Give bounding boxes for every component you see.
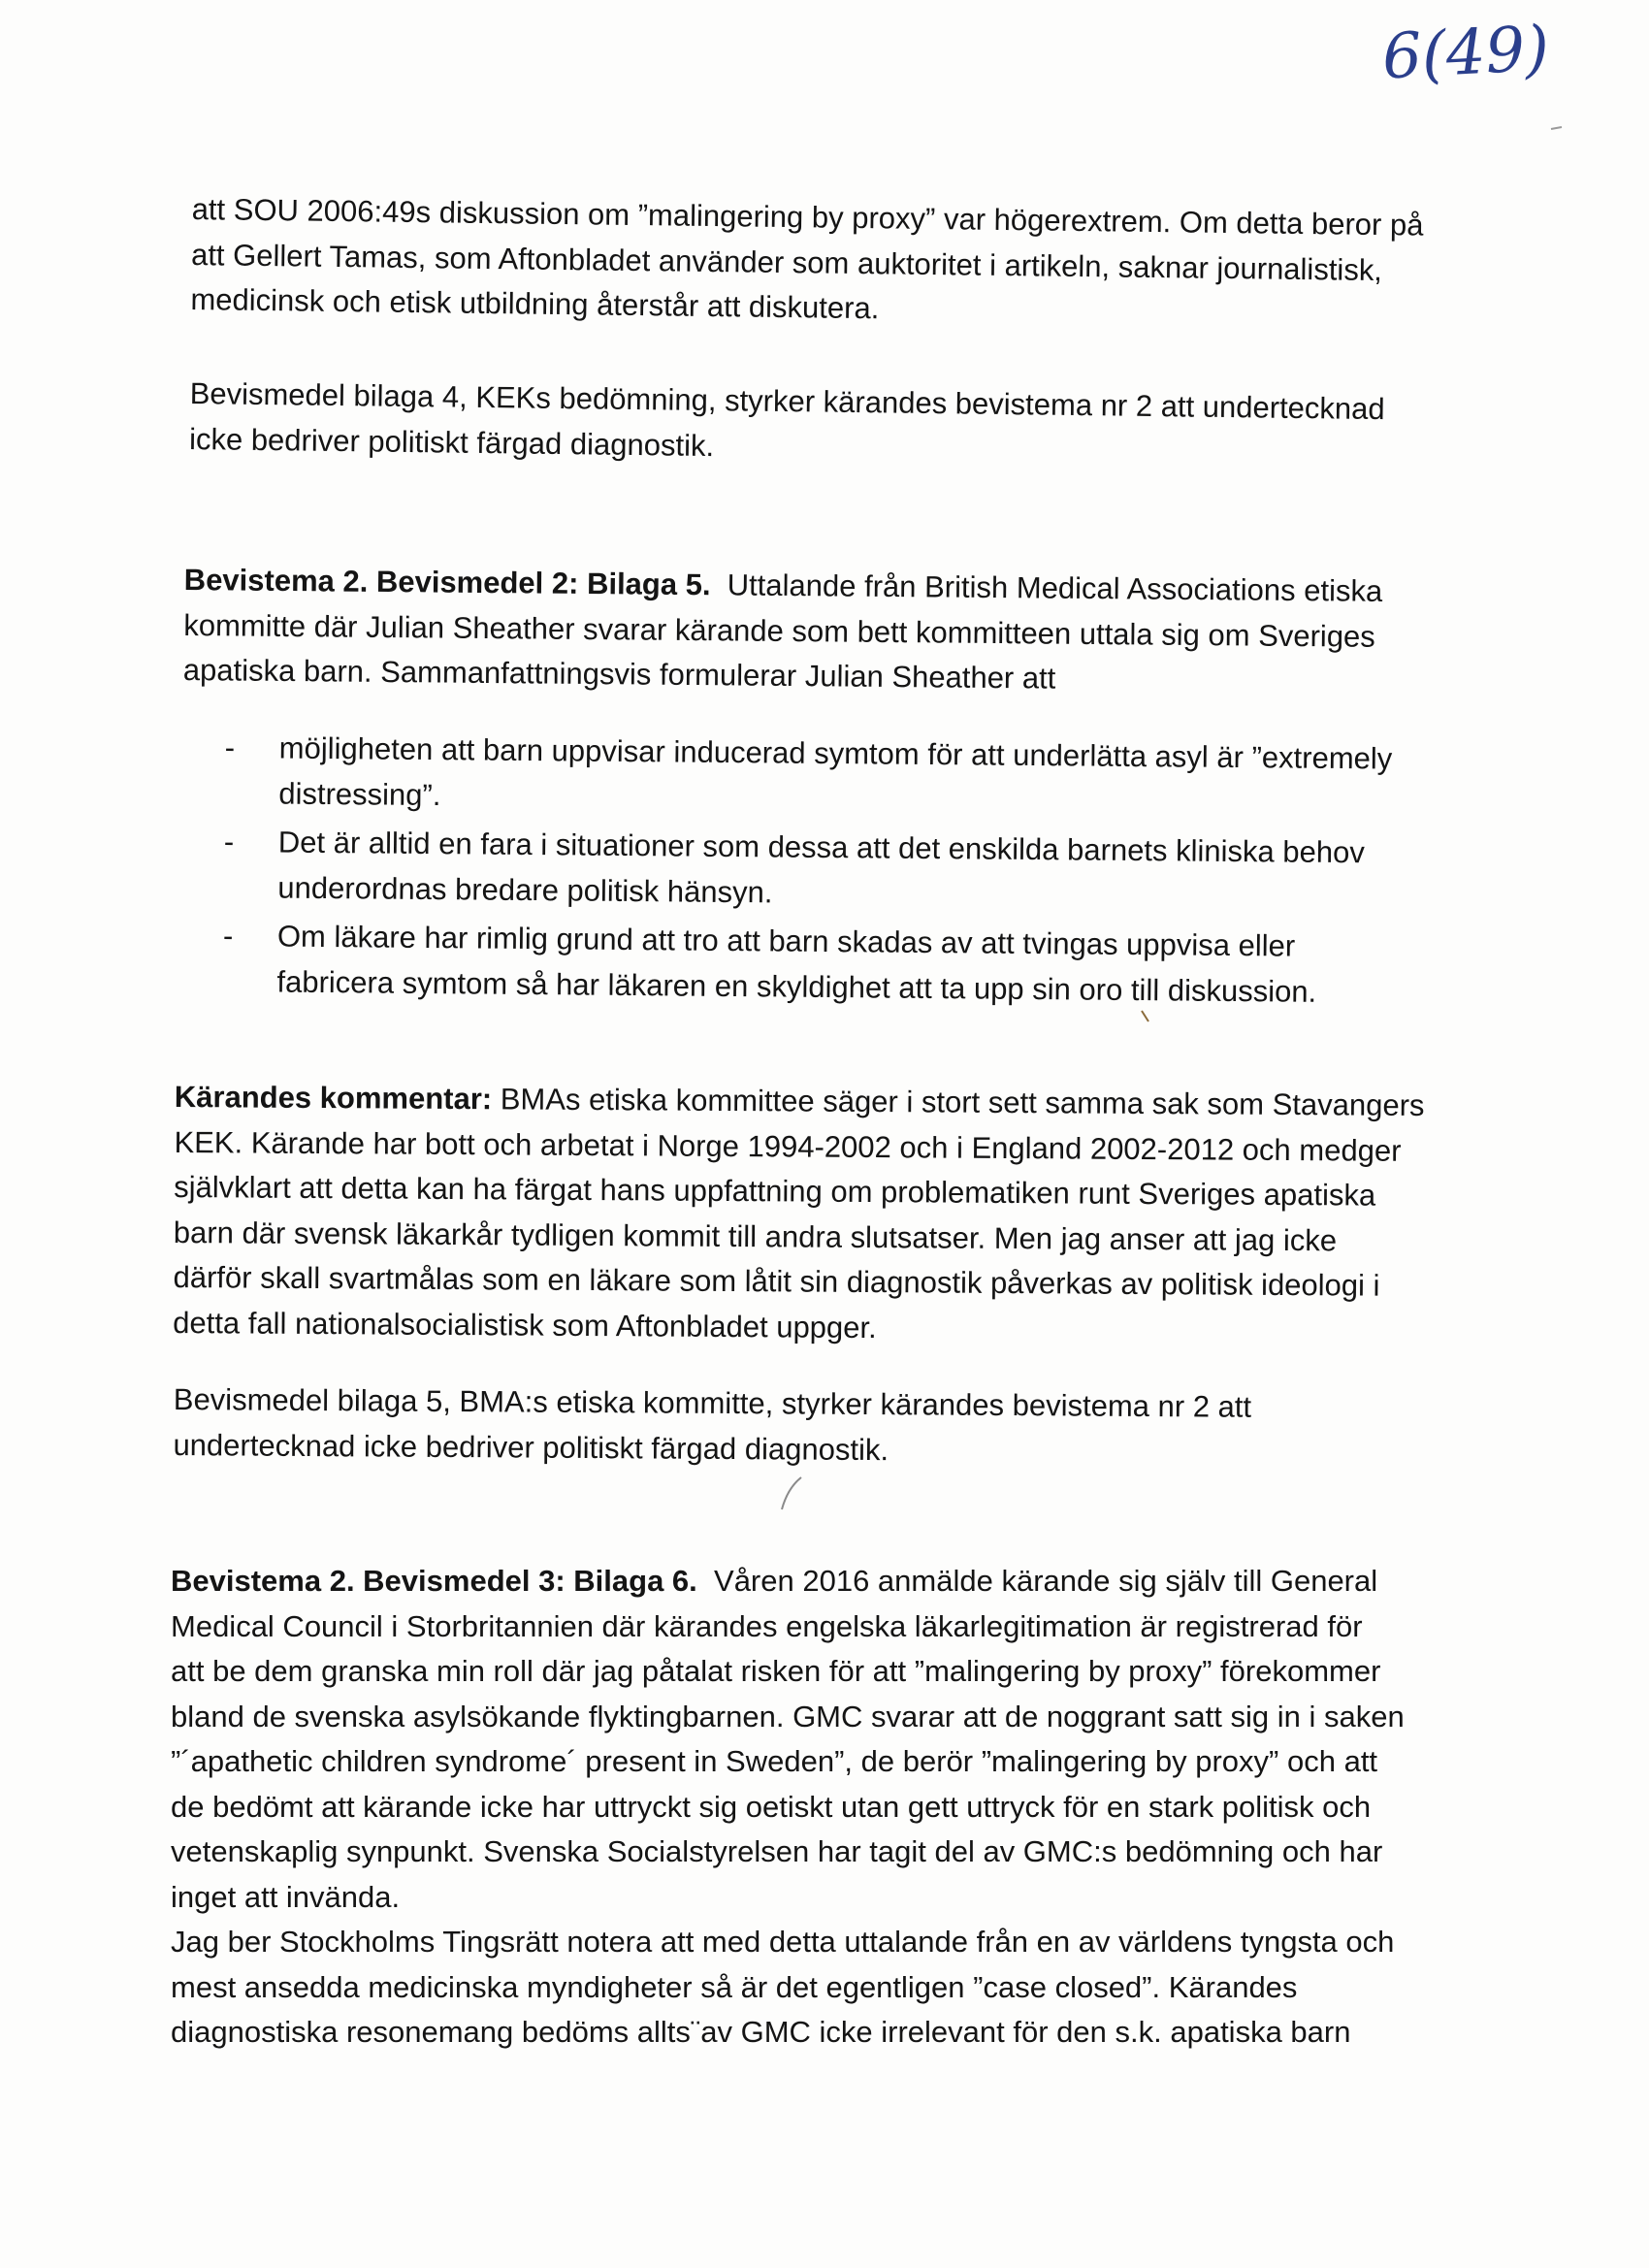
text-line: Medical Council i Storbritannien där kärandes engelska läkarlegitimation är registrerad för xyxy=(171,1608,1363,1643)
paragraph-bevismedel-5 xyxy=(173,1377,1251,1475)
text-line: bland de svenska asylsökande flyktingbarnen. GMC svarar att de noggrant satt sig in i saken xyxy=(171,1699,1405,1733)
paragraph-sou xyxy=(190,187,1424,339)
text-line: att be dem granska min roll där jag påtalat risken för att ”malingering by proxy” förekommer xyxy=(171,1654,1381,1688)
text-line: att Gellert Tamas, som Aftonbladet använder som auktoritet i artikeln, saknar journalistisk, xyxy=(190,237,1383,287)
text-line: underordnas bredare politisk hänsyn. xyxy=(277,870,773,909)
text-line: Bevismedel bilaga 5, BMA:s etiska kommitte, styrker kärandes bevistema nr 2 att xyxy=(173,1381,1252,1424)
text-line: möjligheten att barn uppvisar inducerad symtom för att underlätta asyl är ”extremely xyxy=(278,730,1393,776)
bullet-dash: - xyxy=(224,729,236,765)
text-line: diagnostiska resonemang bedöms allts¨av GMC icke irrelevant för den s.k. apatiska barn xyxy=(171,2015,1351,2049)
text-line: icke bedriver politiskt färgad diagnostik. xyxy=(188,421,715,463)
text-line: vetenskaplig synpunkt. Svenska Socialstyrelsen har tagit del av GMC:s bedömning och har xyxy=(171,1834,1383,1868)
list-item xyxy=(224,726,1392,827)
paragraph-comment xyxy=(173,1075,1425,1354)
pen-mark xyxy=(776,1474,805,1513)
text-line: Jag ber Stockholms Tingsrätt notera att med detta uttalande från en av världens tyngsta och xyxy=(171,1925,1395,1959)
list-item xyxy=(222,914,1390,1016)
text-line: ”´apathetic children syndrome´ present in Sweden”, de berör ”malingering by proxy” och att xyxy=(171,1744,1378,1778)
paragraph-bevismedel-4 xyxy=(189,372,1385,477)
text-line: de bedömt att kärande icke har uttryckt sig oetiskt utan gett uttryck för en stark politisk och xyxy=(171,1789,1372,1824)
text-line: Bevistema 2. Bevismedel 3: Bilaga 6. Våren 2016 anmälde kärande sig själv till General xyxy=(171,1564,1378,1598)
text-line: Bevismedel bilaga 4, KEKs bedömning, styrker kärandes bevistema nr 2 att undertecknad xyxy=(189,375,1385,427)
text-line: KEK. Kärande har bott och arbetat i Norge 1994-2002 och i England 2002-2012 och medger xyxy=(174,1124,1402,1168)
section-heading: Bevistema 2. Bevismedel 2: Bilaga 5. xyxy=(183,562,711,602)
speck-mark xyxy=(1550,124,1564,132)
text-line: detta fall nationalsocialistisk som Aftonbladet uppger. xyxy=(173,1305,877,1345)
list-item xyxy=(223,820,1391,922)
handwritten-page-number: 6(49) xyxy=(1380,13,1551,94)
bullet-dash: - xyxy=(222,918,234,954)
text-line: Det är alltid en fara i situationer som dessa att det enskilda barnets kliniska behov xyxy=(277,825,1366,870)
text-line: medicinsk och etisk utbildning återstår att diskutera. xyxy=(190,281,880,326)
text-line: kommitte där Julian Sheather svarar kärande som bett kommitteen uttala sig om Sveriges xyxy=(183,607,1375,654)
text-line: Bevistema 2. Bevismedel 2: Bilaga 5. Uttalande från British Medical Associations etiska xyxy=(183,562,1383,608)
section-bilaga-5 xyxy=(183,558,1383,704)
text-line: undertecknad icke bedriver politiskt färgad diagnostik. xyxy=(173,1427,889,1467)
text-line: därför skall svartmålas som en läkare som låtit sin diagnostik påverkas av politisk ideologi i xyxy=(173,1259,1380,1303)
section-bilaga-6 xyxy=(171,1559,1405,2056)
section-heading: Bevistema 2. Bevismedel 3: Bilaga 6. xyxy=(171,1564,697,1598)
text-line: mest ansedda medicinska myndigheter så är det egentligen ”case closed”. Kärandes xyxy=(171,1969,1298,2004)
text-line: inget att invända. xyxy=(171,1879,401,1914)
text-line: Om läkare har rimlig grund att tro att barn skadas av att tvingas uppvisa eller xyxy=(276,919,1296,963)
text-line: fabricera symtom så har läkaren en skyldighet att ta upp sin oro till diskussion. xyxy=(276,964,1317,1009)
comment-heading: Kärandes kommentar: xyxy=(174,1079,493,1117)
bullet-list xyxy=(222,726,1392,1020)
text-line: Kärandes kommentar: BMAs etiska kommittee säger i stort sett samma sak som Stavangers xyxy=(174,1079,1425,1122)
text-line: självklart att detta kan ha färgat hans uppfattning om problematiken runt Sveriges apatiska xyxy=(174,1169,1376,1213)
text-line: apatiska barn. Sammanfattningsvis formulerar Julian Sheather att xyxy=(182,652,1056,696)
text-line: barn där svensk läkarkår tydligen kommit till andra slutsatser. Men jag anser att jag icke xyxy=(173,1215,1338,1257)
text-line: att SOU 2006:49s diskussion om ”malingering by proxy” var högerextrem. Om detta beror på xyxy=(191,191,1424,243)
text-line: distressing”. xyxy=(278,776,441,812)
bullet-dash: - xyxy=(223,824,235,859)
